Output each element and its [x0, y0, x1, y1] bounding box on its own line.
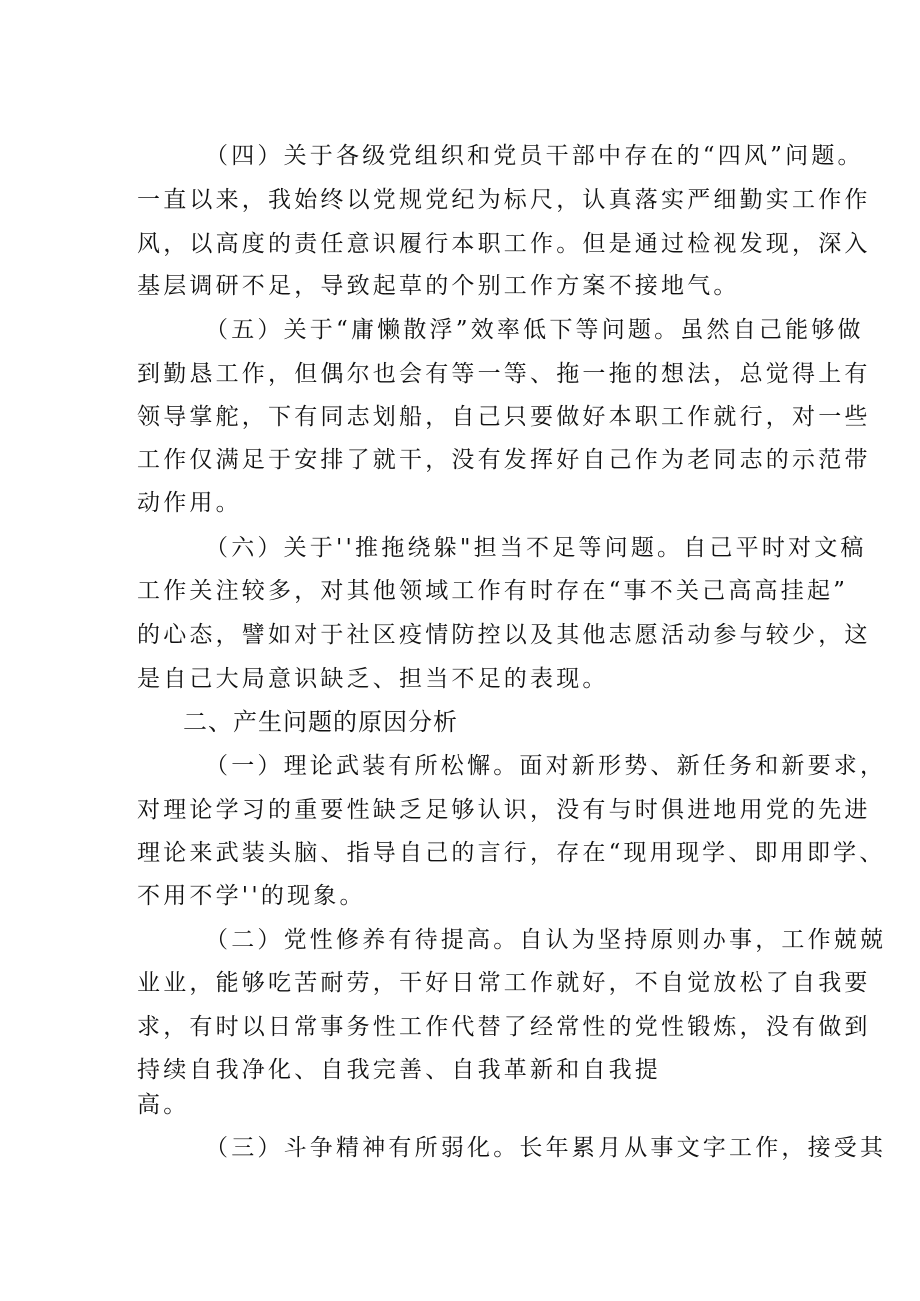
section5-line-1: （五）关于“庸懒散浮”效率低下等问题。虽然自己能够做 — [205, 317, 864, 343]
section4-line-1: （四）关于各级党组织和党员干部中存在的“四风”问题。 — [205, 143, 864, 169]
section4-line-3: 风，以高度的责任意识履行本职工作。但是通过检视发现，深入 — [137, 231, 871, 257]
reason1-line-2: 对理论学习的重要性缺乏足够认识，没有与时俱进地用党的先进 — [137, 797, 871, 823]
section4-line-4: 基层调研不足，导致起草的个别工作方案不接地气。 — [137, 273, 740, 299]
reason2-line-2: 业业，能够吃苦耐劳，干好日常工作就好，不自觉放松了自我要 — [137, 970, 871, 996]
section6-line-3: 的心态，譬如对于社区疫情防控以及其他志愿活动参与较少，这 — [137, 622, 871, 648]
reason3-line-1: （三）斗争精神有所弱化。长年累月从事文字工作，接受其 — [205, 1135, 887, 1161]
section6-line-1: （六）关于''推拖绕躲"担当不足等问题。自己平时对文稿 — [205, 535, 867, 561]
section5-line-2: 到勤恳工作，但偶尔也会有等一等、拖一拖的想法，总觉得上有 — [137, 361, 871, 387]
reason2-line-3: 求，有时以日常事务性工作代替了经常性的党性锻炼，没有做到 — [137, 1014, 871, 1040]
reason2-line-5: 高。 — [137, 1092, 190, 1118]
section-heading-causes: 二、产生问题的原因分析 — [183, 708, 458, 736]
section5-line-3: 领导掌舵，下有同志划船，自己只要做好本职工作就行，对一些 — [137, 404, 871, 430]
reason2-line-4: 持续自我净化、自我完善、自我革新和自我提 — [137, 1057, 661, 1083]
section5-line-4: 工作仅满足于安排了就干，没有发挥好自己作为老同志的示范带 — [137, 447, 871, 473]
reason1-line-3: 理论来武装头脑、指导自己的言行，存在“现用现学、即用即学、 — [137, 840, 886, 866]
reason1-line-1: （一）理论武装有所松懈。面对新形势、新任务和新要求， — [205, 753, 887, 779]
section6-line-4: 是自己大局意识缺乏、担当不足的表现。 — [137, 666, 609, 692]
section6-line-2: 工作关注较多，对其他领域工作有时存在“事不关己高高挂起” — [137, 578, 849, 604]
section4-line-2: 一直以来，我始终以党规党纪为标尺，认真落实严细勤实工作作 — [137, 187, 871, 213]
reason1-line-4: 不用不学''的现象。 — [137, 883, 366, 909]
reason2-line-1: （二）党性修养有待提高。自认为坚持原则办事，工作兢兢 — [205, 927, 887, 953]
section5-line-5: 动作用。 — [137, 490, 242, 516]
